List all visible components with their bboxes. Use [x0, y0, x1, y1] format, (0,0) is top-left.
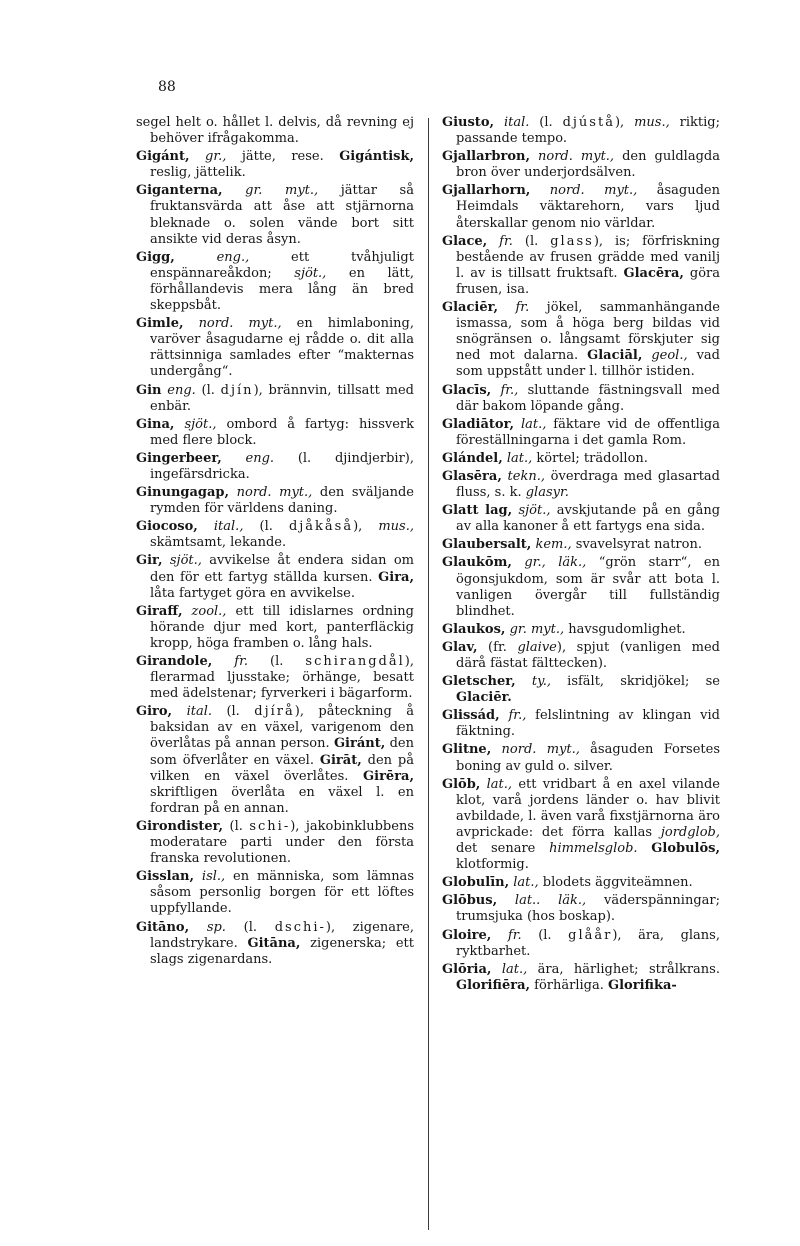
abbreviation: fr. [499, 233, 513, 249]
definition-text: (l. [529, 115, 563, 130]
headword: Gigántisk, [339, 149, 414, 165]
abbreviation: himmelsglob. [549, 841, 638, 857]
definition-text [229, 485, 237, 500]
definition-text: en himlaboning, varöver åsagudarne ej rådde o. dit alla rättsinniga samlades efter “makternas undergång“. [150, 316, 414, 380]
definition-text: ombord å fartyg: hissverk med flere block. [150, 416, 414, 448]
definition-text: vad som uppstått under l. tillhör istiden. [456, 348, 720, 380]
definition-text: en människa, som lämnas såsom personlig borgen för ett löftes uppfyllande. [150, 869, 414, 917]
definition-text: ), spjut (vanligen med därå fästat fälttecken). [456, 639, 720, 671]
headword: Gitāno, [136, 919, 190, 935]
headword: Giocoso, [136, 519, 198, 535]
abbreviation: mus., [634, 115, 670, 130]
dictionary-entry [136, 451, 414, 483]
headword: Ginungagap, [136, 485, 230, 501]
headword: Girēra, [363, 768, 414, 784]
definition-text [638, 841, 652, 856]
definition-text: (l. [195, 382, 221, 398]
dictionary-entry [136, 183, 414, 247]
definition-text: åsaguden Forsetes boning av guld o. silver. [456, 742, 720, 774]
definition-text: ), zigenare, landstrykare. [150, 919, 414, 951]
definition-text: ), ära, glans, ryktbarhet. [456, 927, 720, 959]
dictionary-entry [442, 183, 720, 231]
dictionary-entry [442, 300, 720, 380]
dictionary-entry [442, 622, 720, 638]
headword: Glav, [442, 639, 478, 655]
abbreviation: gr. myt., [509, 621, 565, 637]
dictionary-entry [442, 537, 720, 553]
definition-text [189, 920, 207, 935]
abbreviation: nord. myt., [538, 149, 615, 165]
abbreviation: geol., [651, 348, 688, 364]
abbreviation: lat., [506, 450, 533, 466]
definition-text [194, 869, 202, 884]
abbreviation: eng., [216, 249, 250, 265]
headword: Gisslan, [136, 869, 195, 885]
definition-text: zigenerska; ett slags zigenardans. [150, 935, 414, 967]
headword: Globulōs, [651, 841, 720, 857]
dictionary-entry [442, 928, 720, 960]
abbreviation: sjöt., [294, 265, 327, 281]
headword: Glace, [442, 233, 488, 249]
dictionary-entry [136, 920, 414, 968]
headword: Gir, [136, 553, 163, 569]
abbreviation: lat., [501, 961, 528, 977]
definition-text: ), jakobinklubbens moderatare parti under den första franska revolutionen. [150, 818, 414, 867]
abbreviation: gr., [524, 555, 546, 571]
definition-text [498, 300, 515, 315]
definition-text [212, 654, 234, 669]
definition-text [512, 555, 524, 570]
abbreviation: fr. [234, 654, 249, 669]
headword: Glōb, [442, 776, 481, 792]
pronunciation: schirangdål [305, 654, 405, 669]
left-column [136, 115, 414, 970]
dictionary-entry [136, 553, 414, 601]
definition-text: ), is; förfriskning bestående av frusen grädde med vanilj l. av is tillsatt fruktsaft. [456, 233, 720, 281]
dictionary-entry [442, 875, 720, 891]
pronunciation: djústå [562, 115, 615, 130]
definition-text: (l. [223, 818, 250, 834]
abbreviation: zool., [191, 603, 227, 619]
headword: Glōbus, [442, 893, 498, 909]
definition-text [190, 149, 205, 164]
abbreviation: gr. myt., [245, 183, 319, 199]
definition-text: ära, härlighet; strålkrans. [527, 961, 720, 977]
dictionary-entry [442, 149, 720, 181]
abbreviation: lat., [513, 875, 539, 891]
definition-text [642, 348, 651, 363]
definition-text: “grön starr“, en ögonsjukdom, som är svår att bota l. vanligen övergår till fullständig blindhet. [456, 555, 721, 619]
headword: Glasēra, [442, 468, 502, 484]
definition-text: isfält, skridjökel; se [550, 674, 720, 690]
headword: Gloire, [442, 927, 492, 943]
definition-text: (l. [225, 919, 275, 935]
headword: Gjallarbron, [442, 149, 530, 165]
definition-text: förhärliga. [530, 977, 609, 993]
abbreviation: ty., [531, 674, 551, 690]
definition-text: segel helt o. hållet l. delvis, då revning ej behöver ifrågakomma. [136, 115, 414, 147]
dictionary-entry [136, 869, 414, 917]
headword: Glacīs, [442, 382, 492, 398]
abbreviation: glasyr. [525, 485, 569, 501]
dictionary-entry [136, 819, 414, 867]
definition-text [198, 519, 214, 534]
definition-text: jättar så fruktansvärda att åse att stjärnorna bleknade o. solen vände bort sitt ansikte vid deras åsyn. [150, 183, 414, 247]
definition-text: den som öfverlåter en växel. [150, 736, 414, 768]
headword: Gitāna, [247, 935, 301, 951]
dictionary-entry [442, 962, 720, 994]
dictionary-entry [136, 383, 414, 415]
definition-text: (l. [512, 233, 551, 249]
dictionary-entry [136, 316, 414, 380]
headword: Glorifika- [608, 977, 677, 993]
dictionary-entry [442, 417, 720, 449]
abbreviation: sp. [206, 919, 226, 935]
definition-text: ), påteckning å baksidan av en växel, varigenom den överlåtas på annan person. [150, 704, 415, 752]
headword: Glaukōm, [442, 555, 512, 571]
headword: Glaubersalt, [442, 537, 532, 553]
headword: Globulīn, [442, 875, 510, 891]
abbreviation: glaive [517, 639, 557, 655]
headword: Glándel, [442, 450, 503, 466]
dictionary-entry [136, 250, 414, 314]
abbreviation: ital. [186, 704, 212, 720]
definition-text: ett till idislarnes ordning hörande djur med kort, panterfläckig kropp, höga framben o. lång hals. [150, 603, 415, 651]
headword: Gingerbeer, [136, 450, 222, 466]
headword: Glatt lag, [442, 503, 513, 519]
page-number: 88 [158, 79, 176, 95]
definition-text: en lätt, förhållandevis mera lång än bred skeppsbåt. [150, 265, 414, 314]
definition-text: (l. [243, 519, 289, 535]
definition-text: ), [353, 519, 379, 535]
pronunciation: djåkåså [288, 519, 354, 535]
abbreviation: nord. myt., [501, 742, 580, 758]
definition-text: det senare [456, 841, 550, 857]
abbreviation: gr., [205, 149, 227, 165]
definition-text: (l. [212, 704, 255, 720]
definition-text [494, 115, 504, 130]
headword: Glacēra, [623, 265, 684, 281]
headword: Glōria, [442, 961, 492, 977]
dictionary-entry [136, 704, 414, 817]
abbreviation: ital. [503, 115, 530, 130]
dictionary-entry [442, 469, 720, 501]
abbreviation: läk., [558, 555, 587, 571]
abbreviation: sjöt., [518, 503, 551, 519]
right-column [442, 115, 720, 996]
dictionary-entry [442, 451, 720, 467]
headword: Glaciāl, [587, 348, 643, 364]
definition-text [487, 234, 499, 249]
headword: Gletscher, [442, 674, 516, 690]
abbreviation: fr. [515, 300, 530, 316]
abbreviation: mus., [378, 519, 414, 535]
pronunciation: schi- [249, 818, 291, 834]
dictionary-entry [136, 149, 414, 181]
definition-text: skämtsamt, lekande. [150, 535, 287, 551]
dictionary-entry [442, 383, 720, 415]
definition-text: åsaguden Heimdals väktarehorn, vars ljud återskallar genom nio världar. [456, 183, 720, 231]
definition-text [491, 962, 501, 977]
definition-text [174, 417, 184, 432]
definition-text: göra frusen, isa. [456, 265, 720, 297]
headword: Giránt, [333, 736, 386, 752]
abbreviation: jordglob, [660, 824, 720, 840]
dictionary-entry [136, 604, 414, 652]
abbreviation: kem., [535, 537, 572, 553]
definition-text: låta fartyget göra en avvikelse. [150, 585, 355, 601]
definition-text [172, 704, 186, 719]
dictionary-entry [442, 742, 720, 774]
abbreviation: lat., [520, 416, 547, 432]
definition-text: felslintning av klingan vid fäktning. [456, 708, 720, 740]
headword: Gimle, [136, 316, 184, 332]
headword: Girāt, [319, 752, 362, 768]
abbreviation: isl., [201, 869, 226, 885]
definition-text: havsgudomlighet. [564, 621, 686, 637]
abbreviation: nord. myt., [549, 183, 638, 199]
headword: Glaciēr, [442, 300, 499, 316]
dictionary-entry [136, 519, 414, 551]
definition-text [491, 742, 501, 757]
headword: Gina, [136, 416, 175, 432]
definition-text [222, 451, 246, 466]
definition-text: ), flerarmad ljusstake; örhänge, besatt med ädelstenar; fyrverkeri i bägarform. [150, 654, 414, 702]
dictionary-entry [442, 708, 720, 740]
definition-text: riktig; passande tempo. [456, 115, 720, 147]
definition-text [223, 183, 246, 198]
definition-text: ett vridbart å en axel vilande klot, varå jordens länder o. hav blivit avbildade, l. även varå fixstjärnorna äro avprickade: det förra kallas [456, 776, 720, 840]
headword: Gjallarhorn, [442, 183, 531, 199]
abbreviation: nord. myt., [236, 485, 313, 501]
definition-text: reslig, jättelik. [150, 165, 246, 181]
column-divider [428, 118, 429, 1230]
definition-text [530, 183, 549, 198]
definition-text [175, 250, 217, 265]
definition-text: (fr. [477, 639, 518, 655]
headword: Gira, [378, 569, 414, 585]
headword: Glorifiēra, [456, 977, 531, 993]
dictionary-entry [136, 417, 414, 449]
definition-text [184, 316, 199, 331]
dictionary-entry [442, 893, 720, 925]
dictionary-entry [136, 654, 414, 702]
definition-text [491, 928, 508, 943]
definition-text: den guldlagda bron över underjordsälven. [456, 149, 720, 181]
headword: Girondister, [136, 818, 224, 834]
abbreviation: lat.. läk., [514, 893, 587, 909]
dictionary-entry [442, 503, 720, 535]
definition-text: (l. djindjerbir), ingefärsdricka. [150, 450, 414, 482]
dictionary-entry [442, 640, 720, 672]
headword: Glaciēr. [456, 690, 512, 706]
abbreviation: tekn., [507, 468, 545, 484]
abbreviation: eng. [245, 450, 275, 466]
headword: Glaukos, [442, 621, 506, 637]
headword: Gigánt, [136, 149, 190, 165]
abbreviation: lat., [486, 776, 513, 792]
dictionary-entry [442, 777, 720, 874]
dictionary-entry [136, 485, 414, 517]
headword: Girandole, [136, 654, 213, 669]
abbreviation: fr. [507, 927, 522, 943]
headword: Glissád, [442, 708, 500, 724]
definition-text: (l. [521, 927, 569, 943]
dictionary-entry [442, 234, 720, 298]
dictionary-entry [136, 115, 414, 147]
pronunciation: djírå [254, 704, 295, 720]
definition-text [546, 555, 558, 570]
definition-text: sluttande fästningsvall med där bakom löpande gång. [456, 382, 720, 414]
abbreviation: ital., [213, 519, 244, 535]
dictionary-entry [442, 555, 720, 619]
definition-text [183, 604, 192, 619]
definition-text: väderspänningar; trumsjuka (hos boskap). [456, 893, 720, 925]
definition-text: avskjutande på en gång av alla kanoner å ett fartygs ena sida. [456, 503, 721, 535]
definition-text: klotformig. [456, 857, 529, 873]
definition-text: (l. [248, 654, 306, 669]
headword: Gladiātor, [442, 416, 515, 432]
pronunciation: glåår [568, 927, 613, 943]
definition-text [497, 893, 515, 908]
definition-text: överdraga med glasartad fluss, s. k. [456, 468, 720, 501]
definition-text: fäktare vid de offentliga föreställningarna i det gamla Rom. [456, 416, 720, 448]
headword: Gigg, [136, 249, 175, 265]
headword: Giganterna, [136, 183, 223, 199]
abbreviation: sjöt., [184, 416, 217, 432]
definition-text: svavelsyrat natron. [571, 537, 702, 553]
definition-text: den sväljande rymden för världens daning. [150, 485, 414, 517]
dictionary-entry [442, 115, 720, 147]
headword: Giusto, [442, 115, 495, 130]
definition-text: ett tvåhjuligt enspännareåkdon; [150, 249, 414, 281]
headword: Glitne, [442, 742, 492, 758]
pronunciation: djín [220, 382, 254, 398]
definition-text: jätte, rese. [226, 149, 340, 165]
definition-text: skriftligen överlåta en växel l. en fordran på en annan. [150, 784, 414, 816]
definition-text: jökel, sammanhängande ismassa, som å höga berg bildas vid snögränsen o. långsamt förskjuter sig ned mot dalarna. [456, 300, 720, 364]
abbreviation: fr., [508, 708, 527, 724]
definition-text [530, 149, 538, 164]
definition-text: körtel; trädollon. [532, 450, 648, 466]
abbreviation: eng. [167, 382, 196, 398]
headword: Giro, [136, 704, 173, 720]
definition-text [162, 553, 169, 568]
abbreviation: nord. myt., [198, 316, 282, 332]
pronunciation: glass [550, 233, 594, 249]
dictionary-entry [442, 674, 720, 706]
definition-text: den på vilken en växel överlåtes. [150, 752, 414, 784]
definition-text [514, 417, 521, 432]
abbreviation: sjöt., [169, 553, 202, 569]
definition-text [516, 674, 532, 689]
headword: Gin [136, 382, 162, 398]
definition-text: ), [614, 115, 635, 130]
abbreviation: fr., [500, 382, 519, 398]
definition-text: avvikelse åt endera sidan om den för ett fartyg ställda kursen. [150, 553, 414, 585]
pronunciation: dschi- [274, 919, 326, 935]
definition-text: blodets äggviteämnen. [538, 875, 693, 891]
definition-text: ), brännvin, tillsatt med enbär. [150, 382, 414, 414]
headword: Giraff, [136, 603, 183, 619]
